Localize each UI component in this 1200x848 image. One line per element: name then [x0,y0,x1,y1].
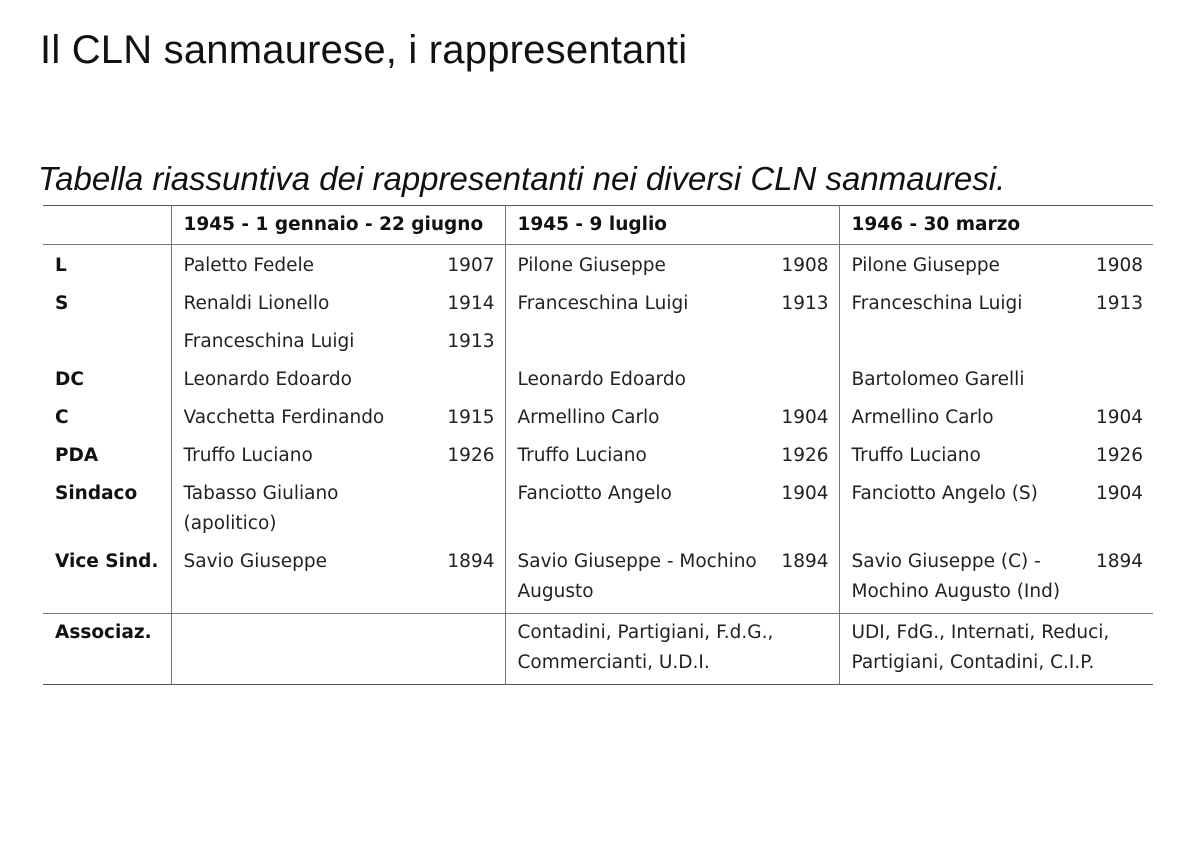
table-row [43,245,1153,286]
role-label: S [55,293,69,314]
birth-year: 1908 [1095,255,1144,276]
representative-name [839,323,1083,361]
representative-name: Leonardo Edoardo [171,361,435,399]
birth-year: 1904 [781,407,829,428]
representative-name: Bartolomeo Garelli [839,361,1083,399]
table-row [43,437,1153,475]
page-title: Il CLN sanmaurese, i rappresentanti [40,28,688,72]
representative-name: Franceschina Luigi [839,285,1083,323]
representatives-table [43,205,1153,685]
birth-year: 1894 [447,551,495,572]
birth-year: 1913 [781,293,829,314]
birth-year: 1914 [447,293,495,314]
role-label: Vice Sind. [55,551,159,572]
role-label: PDA [55,445,99,466]
table-row [43,475,1153,543]
role-label: C [55,407,69,428]
representative-name: Fanciotto Angelo (S) [839,475,1083,543]
representative-name: Fanciotto Angelo [505,475,769,543]
birth-year [1083,361,1153,399]
representative-name: Vacchetta Ferdinando [171,399,435,437]
table-header-row [43,206,1153,245]
role-label: Associaz. [55,622,152,643]
table-row [43,361,1153,399]
table-row [43,323,1153,361]
birth-year: 1926 [447,445,495,466]
birth-year [1083,323,1153,361]
birth-year: 1904 [1095,407,1144,428]
birth-year: 1904 [781,483,829,504]
representative-name: Truffo Luciano [839,437,1083,475]
representative-name: Truffo Luciano [505,437,769,475]
birth-year: 1907 [447,255,495,276]
representative-name: Franceschina Luigi [171,323,435,361]
table-row [43,399,1153,437]
birth-year: 1894 [781,551,829,572]
birth-year [769,323,839,361]
representative-name: Franceschina Luigi [505,285,769,323]
birth-year: 1894 [1095,551,1144,572]
header-period-2: 1945 - 9 luglio [505,206,839,245]
birth-year: 1913 [447,331,495,352]
representative-name: Tabasso Giuliano (apolitico) [171,475,435,543]
birth-year [435,475,505,543]
role-label: DC [55,369,84,390]
birth-year [435,361,505,399]
associations-cell [171,614,505,685]
role-label: L [55,255,67,276]
representative-name: Armellino Carlo [839,399,1083,437]
representative-name: Savio Giuseppe (C) - Mochino Augusto (Ind) [839,543,1083,614]
role-label [43,323,171,361]
birth-year: 1915 [447,407,495,428]
header-role-cell [43,206,171,245]
birth-year [769,361,839,399]
birth-year: 1926 [1095,445,1144,466]
birth-year: 1908 [781,255,829,276]
birth-year: 1913 [1095,293,1144,314]
representative-name: Paletto Fedele [171,245,435,286]
representative-name: Savio Giuseppe [171,543,435,614]
table-row [43,543,1153,614]
representative-name: Pilone Giuseppe [839,245,1083,286]
representative-name: Savio Giuseppe - Mochino Augusto [505,543,769,614]
role-label: Sindaco [55,483,138,504]
associations-row [43,614,1153,685]
birth-year: 1904 [1095,483,1144,504]
header-period-1: 1945 - 1 gennaio - 22 giugno [171,206,505,245]
header-period-3: 1946 - 30 marzo [839,206,1153,245]
representative-name: Renaldi Lionello [171,285,435,323]
associations-cell: UDI, FdG., Internati, Reduci, Partigiani, Contadini, C.I.P. [839,614,1153,685]
birth-year: 1926 [781,445,829,466]
representative-name: Truffo Luciano [171,437,435,475]
table-caption: Tabella riassuntiva dei rappresentanti nei diversi CLN sanmauresi. [38,160,1006,197]
representative-name: Armellino Carlo [505,399,769,437]
representative-name: Pilone Giuseppe [505,245,769,286]
associations-cell: Contadini, Partigiani, F.d.G., Commercianti, U.D.I. [505,614,839,685]
table-row [43,285,1153,323]
representative-name [505,323,769,361]
representative-name: Leonardo Edoardo [505,361,769,399]
